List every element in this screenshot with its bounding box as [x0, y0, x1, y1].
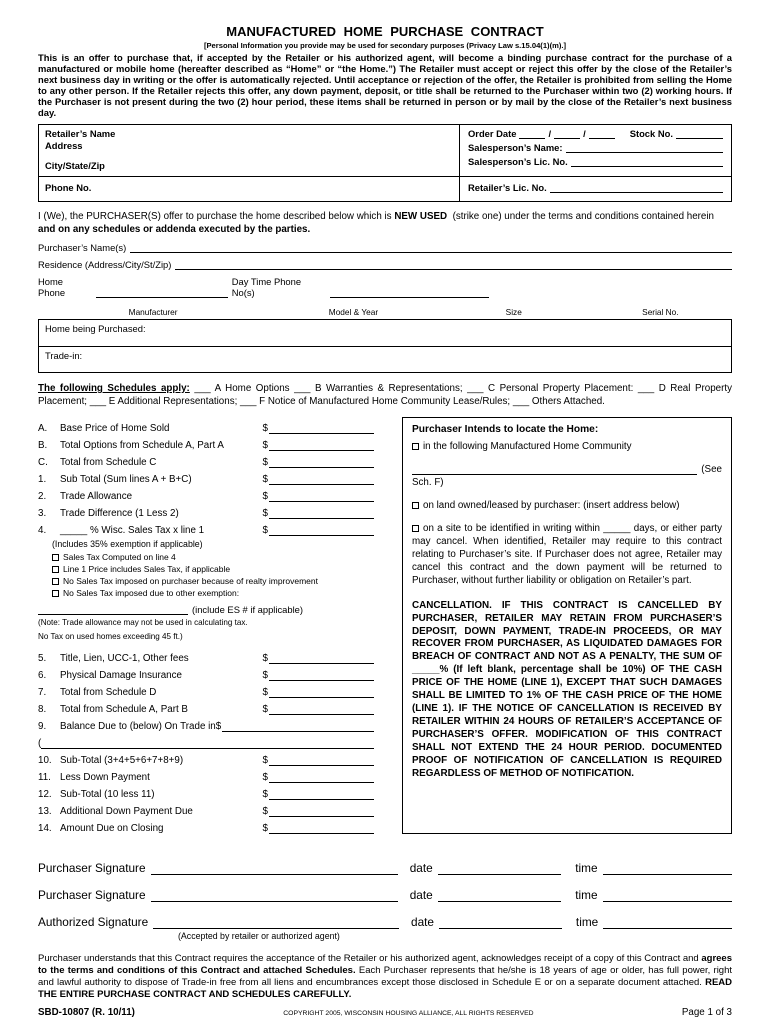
page-footer [38, 1001, 732, 1018]
dollar-sign: $ [262, 755, 268, 767]
line-number: 3. [38, 508, 47, 520]
time-label: time [575, 915, 599, 930]
order-date-label: Order Date [468, 128, 517, 140]
checkbox-icon[interactable] [52, 554, 59, 561]
salesperson-name-label: Salesperson’s Name: [468, 142, 563, 154]
exemption-note: (Includes 35% exemption if applicable) [52, 539, 203, 550]
locate-option-site-tbd-label: on a site to be identified in writing within _____ days, or either party may cancel. When identified, Retailer may require to this contract relating to Purchaser’s site. If Purchaser does not agree, Retailer may cancel this contract and the down payment will be returned to Purchaser, without further liability or obligation on Retailer’s part. [412, 522, 722, 586]
day-phone-field[interactable] [330, 296, 489, 298]
closing-text-1: Purchaser understands that this Contract requires the acceptance of the Retailer or his authorized agent, acknowledges receipt of a copy of this Contract and [38, 953, 699, 965]
dollar-sign: $ [262, 823, 268, 835]
amount-field[interactable] [269, 679, 374, 681]
dollar-sign: $ [262, 423, 268, 435]
line-label: Less Down Payment [60, 772, 150, 784]
retailer-info-box [38, 124, 732, 202]
order-date-day-field[interactable] [554, 137, 580, 139]
line-label: Sub-Total (3+4+5+6+7+8+9) [60, 755, 184, 767]
other-exemption-field[interactable] [38, 613, 188, 615]
signature-label: Authorized Signature [38, 915, 149, 930]
line-number: A. [38, 423, 48, 435]
residence-label: Residence (Address/City/St/Zip) [38, 258, 172, 270]
dollar-sign: $ [262, 789, 268, 801]
home-phone-field[interactable] [96, 296, 227, 298]
locate-option-community-label: in the following Manufactured Home Community [423, 441, 632, 453]
checkbox-icon[interactable] [412, 525, 419, 532]
price-row-sales-tax [38, 519, 374, 536]
purchaser-signature-row-2 [38, 875, 732, 902]
dollar-sign: $ [262, 440, 268, 452]
checkbox-icon[interactable] [52, 566, 59, 573]
price-row-total-options [38, 434, 374, 451]
open-paren: ( [38, 738, 42, 750]
amount-field[interactable] [269, 534, 374, 536]
trade-allowance-note: (Note: Trade allowance may not be used in calculating tax. [38, 618, 248, 628]
checkbox-icon[interactable] [52, 590, 59, 597]
price-row-total-schedule-c [38, 451, 374, 468]
signature-field[interactable] [151, 873, 398, 875]
salesperson-name-field[interactable] [566, 151, 724, 153]
new-used-choice[interactable]: NEW USED [394, 211, 448, 223]
cancellation-clause: CANCELLATION. IF THIS CONTRACT IS CANCELLED BY PURCHASER, RETAILER MAY RETAIN FROM PURCHASER’S DEPOSIT, DOWN PAYMENT, TRADE-IN PROCEEDS, OR MAY RECOVER FROM PURCHASER, AS LIQUIDATED DAMAGES FOR BREACH OF CONTRACT AND NOT AS A PENALTY, THE SUM OF _____% (If left blank, percentage shall be 10%) OF THE CASH PRICE OF THE HOME (LINE 1), EXCEPT THAT SUCH DAMAGES SHALL BE LIMITED TO 1% OF THE CASH PRICE OF THE HOME (LINE 1). IF THE NOTICE OF CANCELLATION IS RECEIVED BY RETAILER WITHIN 24 HOURS OF RETAILER’S ACCEPTANCE OF PURCHASER’S OFFER. MODIFICATION OF THIS CONTRACT SHALL NOT EXTEND THE 24 HOUR PERIOD. DOCUMENTED PROOF OF NOTIFICATION OF CANCELLATION IS REQUIRED REGARDLESS OF METHOD OF NOTIFICATION. [412, 599, 722, 780]
es-note: (include ES # if applicable) [192, 604, 303, 616]
line-label: Additional Down Payment Due [60, 806, 193, 818]
tax-option-row [52, 552, 390, 562]
line-label: _____ % Wisc. Sales Tax x line 1 [60, 525, 205, 537]
locate-option-owned-land-label: on land owned/leased by purchaser: (insert address below) [423, 500, 680, 512]
dollar-sign: $ [262, 525, 268, 537]
schedules-text[interactable]: ___ A Home Options ___ B Warranties & Representations; ___ C Personal Property Placement: ___ D Real Property Placement; ___ E Additional Representations; ___ F Notice of Manufactured Home Community Lease/Rules; ___ Others Attached. [38, 382, 732, 407]
locate-option-site-tbd [412, 523, 722, 588]
offer-text-2: (strike one) under the terms and conditions contained herein [452, 211, 714, 223]
balance-detail-field[interactable] [41, 747, 374, 749]
salesperson-name-row [468, 142, 723, 153]
locate-home-box [402, 417, 732, 834]
checkbox-icon[interactable] [412, 443, 419, 450]
date-field[interactable] [438, 900, 562, 902]
line-label: Total from Schedule C [60, 457, 157, 469]
amount-field[interactable] [269, 781, 374, 783]
line-label: Base Price of Home Sold [60, 423, 170, 435]
date-label: date [409, 888, 433, 903]
offer-text-1: I (We), the PURCHASER(S) offer to purchase the home described below which is [38, 211, 392, 223]
amount-field[interactable] [269, 696, 374, 698]
amount-field[interactable] [269, 449, 374, 451]
dollar-sign: $ [262, 457, 268, 469]
home-table-headers [38, 307, 732, 317]
date-label: date [409, 861, 433, 876]
amount-field[interactable] [222, 730, 374, 732]
line-label: Total from Schedule D [60, 687, 157, 699]
signature-section [38, 848, 732, 941]
retailer-name-label: Retailer’s Name [45, 128, 116, 140]
price-row-balance-due-trade-in [38, 715, 374, 732]
retailer-citystatezip-label: City/State/Zip [45, 159, 105, 171]
form-number: SBD-10807 (R. 10/11) [38, 1006, 135, 1018]
order-date-month-field[interactable] [519, 137, 545, 139]
signature-label: Purchaser Signature [38, 861, 146, 876]
date-slash: / [583, 128, 586, 140]
column-header-manufacturer: Manufacturer [128, 306, 178, 317]
purchaser-names-row [38, 242, 732, 253]
tax-option-label: Sales Tax Computed on line 4 [63, 552, 176, 563]
see-schedule-f-note: Sch. F) [412, 477, 444, 489]
time-field[interactable] [603, 873, 732, 875]
price-row-sub-total [38, 468, 374, 485]
dollar-sign: $ [262, 670, 268, 682]
home-table [38, 307, 732, 373]
line-label: Trade Difference (1 Less 2) [60, 508, 179, 520]
line-number: 13. [38, 806, 52, 818]
page-indicator: Page 1 of 3 [681, 1006, 732, 1018]
tax-option-row [52, 588, 390, 598]
line-label: Total from Schedule A, Part B [60, 704, 188, 716]
sales-tax-options [52, 539, 390, 598]
authorized-signature-row [38, 902, 732, 929]
column-header-serial-no: Serial No. [642, 306, 679, 317]
purchaser-names-field[interactable] [130, 251, 732, 253]
checkbox-icon[interactable] [412, 502, 419, 509]
amount-field[interactable] [269, 798, 374, 800]
line-number: 7. [38, 687, 47, 699]
time-field[interactable] [603, 927, 732, 929]
amount-field[interactable] [269, 713, 374, 715]
purchaser-names-label: Purchaser’s Name(s) [38, 241, 127, 253]
signature-field[interactable] [151, 900, 398, 902]
price-row-trade-allowance [38, 485, 374, 502]
pricing-column [38, 417, 390, 834]
line-number: 14. [38, 823, 52, 835]
amount-field[interactable] [269, 517, 374, 519]
line-label: Trade Allowance [60, 491, 133, 503]
line-label: Balance Due to (below) On Trade in [60, 721, 216, 733]
copyright-notice: COPYRIGHT 2005, WISCONSIN HOUSING ALLIANCE, ALL RIGHTS RESERVED [283, 1009, 534, 1017]
line-number: 2. [38, 491, 47, 503]
intro-paragraph: This is an offer to purchase that, if accepted by the Retailer or his authorized agent, will become a binding purchase contract for the purchase of a manufactured or mobile home (hereafter described as “Home” or “the Home.”) The Retailer must accept or reject this offer by the close of the Retailer’s next business day in writing or the offer is automatically rejected. Until acceptance or rejection of the offer, the Retailer is prohibited from selling the Home to any other person. If the Retailer rejects this offer, any down payment, deposit, or title shall be returned to the Purchaser within two (2) working hours. If the Purchaser is not present during the two (2) hour period, these items shall be returned in person or by mail by the close of the Retailer’s next business day. [38, 52, 732, 118]
order-date-year-field[interactable] [589, 137, 615, 139]
amount-field[interactable] [269, 662, 374, 664]
dollar-sign: $ [215, 721, 222, 733]
date-label: date [411, 915, 434, 930]
price-row-total-schedule-d [38, 681, 374, 698]
tax-option-label: No Sales Tax imposed on purchaser because of realty improvement [63, 576, 318, 587]
date-field[interactable] [438, 873, 562, 875]
closing-text-4: READ THE ENTIRE PURCHASE CONTRACT AND SCHEDULES CAREFULLY. [38, 976, 732, 1000]
table-row-trade-in[interactable]: Trade-in: [39, 346, 731, 372]
residence-field[interactable] [175, 268, 732, 270]
privacy-note: [Personal Information you provide may be used for secondary purposes (Privacy Law s.15.04(1)(m).] [203, 41, 567, 50]
retailer-address-label: Address [45, 140, 83, 152]
balance-due-detail-row [38, 732, 374, 749]
tax-option-row [52, 564, 390, 574]
line-label: Sub-Total (10 less 11) [60, 789, 155, 801]
signature-field[interactable] [153, 927, 399, 929]
amount-field[interactable] [269, 815, 374, 817]
amount-field[interactable] [269, 764, 374, 766]
line-label: Total Options from Schedule A, Part A [60, 440, 224, 452]
line-number: 1. [38, 474, 47, 486]
amount-field[interactable] [269, 500, 374, 502]
date-slash: / [548, 128, 552, 140]
closing-text-3: Each Purchaser represents that he/she is 18 years of age or older, has full power, right and lawful authority to dispose of Trade-in free from all liens and encumbrances except those disclosed in Schedule E or on a separate document attached. [38, 964, 733, 988]
dollar-sign: $ [262, 806, 268, 818]
tax-option-row [52, 576, 390, 586]
stock-no-field[interactable] [676, 137, 723, 139]
retailer-lic-field[interactable] [550, 191, 723, 193]
price-row-less-down-payment [38, 766, 374, 783]
column-header-model-year: Model & Year [328, 306, 379, 317]
salesperson-lic-label: Salesperson’s Lic. No. [468, 156, 568, 168]
accepted-by-note: (Accepted by retailer or authorized agent) [178, 931, 340, 942]
amount-field[interactable] [269, 466, 374, 468]
date-field[interactable] [439, 927, 562, 929]
order-date-row [468, 128, 723, 139]
locate-option-community [412, 441, 722, 454]
price-row-sub-total-10 [38, 749, 374, 766]
amount-field[interactable] [269, 483, 374, 485]
line-number: 6. [38, 670, 47, 682]
price-row-additional-down-payment [38, 800, 374, 817]
line-number: 8. [38, 704, 47, 716]
price-row-damage-insurance [38, 664, 374, 681]
salesperson-lic-row [468, 156, 723, 167]
offer-paragraph [38, 211, 732, 235]
line-number: 12. [38, 789, 52, 801]
tax-option-label: No Sales Tax imposed due to other exemption: [63, 588, 240, 599]
amount-field[interactable] [269, 432, 374, 434]
price-row-base-price [38, 417, 374, 434]
line-label: Physical Damage Insurance [60, 670, 182, 682]
line-label: Sub Total (Sum lines A + B+C) [60, 474, 192, 486]
salesperson-lic-field[interactable] [571, 165, 723, 167]
retailer-phone-label: Phone No. [45, 181, 92, 193]
price-row-total-schedule-a-part-b [38, 698, 374, 715]
line-number: C. [38, 457, 48, 469]
closing-text-2: agrees to the terms and conditions of this Contract and attached Schedules. [38, 953, 732, 976]
time-label: time [575, 861, 598, 876]
amount-field[interactable] [269, 832, 374, 834]
line-number: 4. [38, 525, 47, 537]
line-number: 9. [38, 721, 47, 733]
retailer-lic-label: Retailer’s Lic. No. [468, 181, 547, 193]
dollar-sign: $ [262, 704, 268, 716]
dollar-sign: $ [262, 687, 268, 699]
price-row-title-lien-fees [38, 647, 374, 664]
residence-row [38, 259, 732, 270]
line-label: Title, Lien, UCC-1, Other fees [60, 653, 189, 665]
page-title: MANUFACTURED HOME PURCHASE CONTRACT [226, 24, 544, 39]
locate-box-title: Purchaser Intends to locate the Home: [412, 424, 599, 436]
price-row-trade-difference [38, 502, 374, 519]
tax-option-label: Line 1 Price includes Sales Tax, if applicable [63, 564, 231, 575]
retailer-lic-row [468, 182, 723, 193]
signature-label: Purchaser Signature [38, 888, 146, 903]
column-header-size: Size [505, 306, 522, 317]
see-note: (See [701, 464, 722, 476]
dollar-sign: $ [262, 772, 268, 784]
community-name-field[interactable] [412, 473, 697, 475]
no-tax-note: No Tax on used homes exceeding 45 ft.) [38, 631, 183, 641]
price-row-amount-due-closing [38, 817, 374, 834]
community-name-row [412, 464, 722, 475]
table-row-home-purchased[interactable]: Home being Purchased: [45, 322, 146, 334]
purchaser-signature-row-1 [38, 848, 732, 875]
home-phone-label: Home Phone [38, 275, 66, 298]
line-number: 11. [38, 772, 51, 784]
locate-option-owned-land [412, 500, 722, 513]
closing-paragraph [38, 953, 732, 1001]
schedules-paragraph [38, 383, 732, 408]
day-phone-label: Day Time Phone No(s) [231, 275, 302, 298]
time-label: time [575, 888, 598, 903]
phone-row [38, 276, 732, 298]
line-label: Amount Due on Closing [60, 823, 164, 835]
price-row-sub-total-12 [38, 783, 374, 800]
schedules-lead: The following Schedules apply: [38, 382, 190, 394]
time-field[interactable] [603, 900, 732, 902]
line-number: 5. [38, 653, 47, 665]
dollar-sign: $ [262, 508, 268, 520]
dollar-sign: $ [262, 474, 268, 486]
dollar-sign: $ [262, 491, 268, 503]
checkbox-icon[interactable] [52, 578, 59, 585]
line-number: B. [38, 440, 48, 452]
line-number: 10. [38, 755, 52, 767]
offer-text-3: and on any schedules or addenda executed by the parties. [38, 223, 311, 235]
other-exemption-row [38, 604, 374, 615]
dollar-sign: $ [262, 653, 268, 665]
stock-no-label: Stock No. [629, 128, 673, 140]
